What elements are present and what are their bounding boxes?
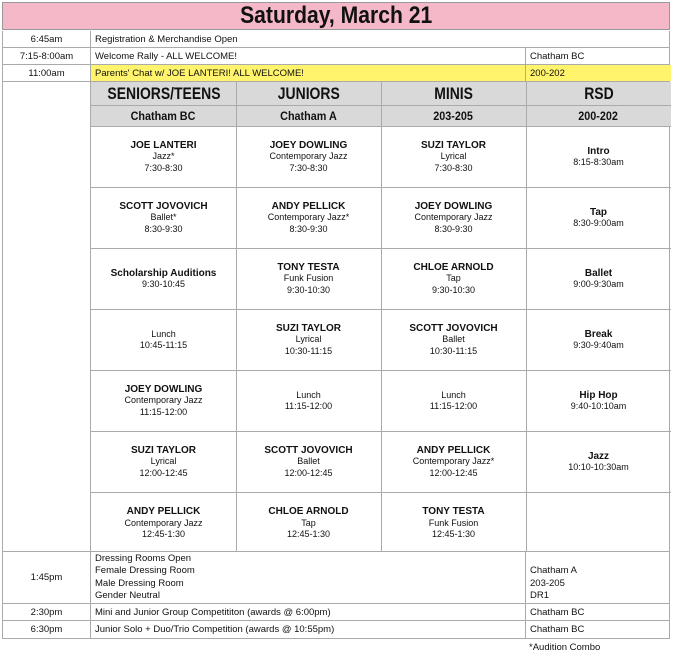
slot-style: Contemporary Jazz bbox=[414, 212, 493, 223]
slot-instructor: Jazz bbox=[587, 450, 610, 462]
column-header bbox=[91, 82, 236, 106]
class-slot bbox=[236, 310, 381, 371]
slot-time: 8:30-9:30 bbox=[144, 223, 183, 234]
slot-style: Tap bbox=[446, 273, 461, 284]
slot-time: 12:45-1:30 bbox=[141, 529, 186, 540]
dressing-location: 203-205 bbox=[530, 577, 565, 589]
room-label: Chatham BC bbox=[131, 109, 196, 123]
column-divider bbox=[236, 82, 237, 551]
slot-time: 9:30-10:45 bbox=[141, 279, 186, 289]
class-slot bbox=[526, 310, 671, 371]
slot-style: Lyrical bbox=[295, 334, 322, 345]
slot-style: Contemporary Jazz bbox=[124, 517, 203, 528]
dressing-line: Male Dressing Room bbox=[95, 577, 184, 589]
class-slot bbox=[236, 188, 381, 249]
dressing-line: Dressing Rooms Open bbox=[95, 552, 192, 564]
slot-time: 10:10-10:30am bbox=[568, 462, 629, 472]
column-divider bbox=[526, 82, 527, 551]
class-slot bbox=[91, 188, 236, 249]
slot-time: 12:45-1:30 bbox=[431, 529, 476, 540]
time-cell: 1:45pm bbox=[3, 552, 91, 603]
slot-time: 9:00-9:30am bbox=[573, 279, 624, 289]
location-cell: 200-202 bbox=[526, 65, 671, 81]
slot-time: 10:30-11:15 bbox=[429, 345, 478, 356]
slot-instructor: Scholarship Auditions bbox=[110, 267, 217, 279]
slot-style: Lyrical bbox=[440, 151, 467, 162]
slot-style: Contemporary Jazz bbox=[124, 395, 203, 406]
schedule-row-solo-competition bbox=[2, 621, 670, 639]
grid-time-column bbox=[3, 82, 91, 551]
class-slot bbox=[236, 371, 381, 432]
class-grid bbox=[2, 82, 670, 552]
slot-time: 12:00-12:45 bbox=[429, 467, 478, 478]
room-label: 203-205 bbox=[433, 109, 474, 123]
class-slot bbox=[526, 127, 671, 188]
time-cell: 6:45am bbox=[3, 31, 91, 47]
time-cell: 6:30pm bbox=[3, 621, 91, 638]
event-cell: Registration & Merchandise Open bbox=[95, 33, 238, 45]
slot-time: 8:30-9:00am bbox=[573, 218, 624, 228]
grid-column-minis bbox=[381, 82, 526, 551]
footnote: *Audition Combo bbox=[529, 642, 601, 653]
class-slot bbox=[381, 493, 526, 554]
schedule-row-welcome-rally bbox=[2, 48, 670, 65]
time-cell: 7:15-8:00am bbox=[3, 48, 91, 64]
slot-instructor: SCOTT JOVOVICH bbox=[264, 444, 353, 456]
class-slot bbox=[526, 432, 671, 493]
column-header bbox=[381, 82, 526, 106]
room-label: Chatham A bbox=[280, 109, 337, 123]
dressing-location bbox=[530, 553, 533, 566]
slot-instructor: Hip Hop bbox=[579, 389, 618, 401]
column-name: JUNIORS bbox=[277, 83, 340, 103]
class-slot bbox=[91, 493, 236, 554]
class-slot bbox=[526, 371, 671, 432]
column-name: SENIORS/TEENS bbox=[106, 83, 221, 103]
event-cell bbox=[91, 552, 526, 603]
slot-time: 7:30-8:30 bbox=[289, 162, 328, 173]
slot-instructor: TONY TESTA bbox=[277, 261, 340, 273]
slot-instructor: Tap bbox=[589, 206, 608, 218]
class-slot bbox=[381, 432, 526, 493]
class-slot bbox=[526, 188, 671, 249]
grid-column-rsd bbox=[526, 82, 671, 551]
class-slot bbox=[91, 127, 236, 188]
slot-instructor: JOE LANTERI bbox=[130, 139, 197, 151]
slot-instructor: JOEY DOWLING bbox=[269, 139, 348, 151]
slot-instructor: ANDY PELLICK bbox=[126, 506, 201, 518]
time-cell: 11:00am bbox=[3, 65, 91, 81]
column-name: RSD bbox=[583, 83, 614, 103]
slot-instructor: JOEY DOWLING bbox=[414, 200, 493, 212]
class-slot bbox=[236, 249, 381, 310]
class-slot bbox=[236, 493, 381, 554]
slot-instructor: ANDY PELLICK bbox=[271, 200, 346, 212]
dressing-location: DR1 bbox=[530, 590, 550, 601]
schedule-row-dressing-rooms bbox=[2, 552, 670, 604]
class-slot bbox=[381, 127, 526, 188]
class-slot bbox=[526, 249, 671, 310]
event-cell: Welcome Rally - ALL WELCOME! bbox=[91, 48, 526, 64]
column-divider bbox=[381, 82, 382, 551]
class-slot bbox=[236, 432, 381, 493]
slot-instructor: JOEY DOWLING bbox=[124, 383, 203, 395]
slot-instructor: Ballet bbox=[584, 267, 613, 279]
event-cell: Parents' Chat w/ JOE LANTERI! ALL WELCOME! bbox=[91, 65, 526, 81]
slot-time: 10:30-11:15 bbox=[284, 345, 333, 356]
slot-time: 9:30-10:30 bbox=[286, 284, 331, 295]
slot-instructor: SUZI TAYLOR bbox=[130, 444, 196, 456]
slot-style: Contemporary Jazz* bbox=[267, 212, 350, 223]
class-slot bbox=[526, 493, 671, 554]
slot-style: Ballet bbox=[442, 334, 465, 345]
class-slot bbox=[91, 432, 236, 493]
slot-style: Funk Fusion bbox=[283, 273, 334, 284]
location-cell: Chatham BC bbox=[530, 50, 585, 62]
slot-style: Contemporary Jazz* bbox=[412, 456, 495, 467]
slot-instructor: SUZI TAYLOR bbox=[420, 139, 486, 151]
slot-style: Jazz* bbox=[152, 151, 175, 162]
class-slot bbox=[381, 249, 526, 310]
slot-style: Ballet* bbox=[150, 212, 177, 223]
slot-style: Tap bbox=[301, 517, 316, 528]
grid-column-seniors-teens bbox=[91, 82, 236, 551]
slot-instructor: ANDY PELLICK bbox=[416, 444, 491, 456]
slot-time: 8:30-9:30 bbox=[289, 223, 328, 234]
slot-style: Ballet bbox=[297, 456, 320, 467]
slot-instructor: SCOTT JOVOVICH bbox=[409, 322, 498, 334]
location-cell: Chatham BC bbox=[530, 624, 585, 635]
class-slot bbox=[381, 310, 526, 371]
class-slot bbox=[381, 188, 526, 249]
column-header bbox=[236, 82, 381, 106]
slot-style: Contemporary Jazz bbox=[269, 151, 348, 162]
column-room bbox=[91, 106, 236, 127]
slot-instructor: Intro bbox=[587, 145, 610, 157]
schedule-row-registration bbox=[2, 31, 670, 48]
class-slot bbox=[91, 249, 236, 310]
column-room bbox=[236, 106, 381, 127]
slot-style: Lunch bbox=[296, 389, 321, 400]
slot-instructor: SUZI TAYLOR bbox=[275, 322, 341, 334]
slot-instructor: SCOTT JOVOVICH bbox=[119, 200, 208, 212]
slot-instructor: TONY TESTA bbox=[422, 506, 485, 518]
slot-time: 12:45-1:30 bbox=[286, 529, 331, 540]
time-cell: 2:30pm bbox=[3, 604, 91, 620]
dressing-location: Chatham A bbox=[530, 565, 577, 576]
slot-time: 12:00-12:45 bbox=[284, 467, 333, 478]
dressing-line: Female Dressing Room bbox=[95, 565, 195, 576]
slot-time: 9:30-9:40am bbox=[573, 340, 624, 350]
slot-time: 8:15-8:30am bbox=[573, 157, 624, 167]
slot-style: Lyrical bbox=[150, 456, 177, 467]
slot-time: 11:15-12:00 bbox=[284, 401, 333, 411]
slot-time: 9:40-10:10am bbox=[570, 401, 627, 411]
class-slot bbox=[91, 371, 236, 432]
class-slot bbox=[381, 371, 526, 432]
column-room bbox=[526, 106, 671, 127]
column-room bbox=[381, 106, 526, 127]
schedule-row-group-competition bbox=[2, 604, 670, 621]
slot-time: 11:15-12:00 bbox=[429, 401, 478, 411]
event-cell: Junior Solo + Duo/Trio Competition (awards @ 10:55pm) bbox=[91, 621, 526, 638]
event-cell: Mini and Junior Group Competititon (awards @ 6:00pm) bbox=[91, 604, 526, 620]
slot-time: 7:30-8:30 bbox=[434, 162, 473, 173]
slot-instructor: CHLOE ARNOLD bbox=[413, 261, 494, 273]
page-title: Saturday, March 21 bbox=[2, 2, 670, 30]
slot-time: 7:30-8:30 bbox=[144, 162, 183, 173]
slot-style: Funk Fusion bbox=[428, 517, 479, 528]
location-cell bbox=[526, 552, 671, 603]
room-label: 200-202 bbox=[578, 109, 619, 123]
slot-time: 10:45-11:15 bbox=[139, 340, 188, 350]
slot-time: 11:15-12:00 bbox=[139, 406, 188, 417]
grid-column-juniors bbox=[236, 82, 381, 551]
slot-time: 9:30-10:30 bbox=[431, 284, 476, 295]
class-slot bbox=[236, 127, 381, 188]
dressing-line: Gender Neutral bbox=[95, 590, 160, 601]
slot-time: 12:00-12:45 bbox=[139, 467, 188, 478]
column-header bbox=[526, 82, 671, 106]
column-name: MINIS bbox=[434, 83, 473, 103]
class-slot bbox=[91, 310, 236, 371]
slot-style: Lunch bbox=[151, 328, 176, 339]
slot-time: 8:30-9:30 bbox=[434, 223, 473, 234]
schedule-row-parents-chat bbox=[2, 65, 670, 82]
slot-instructor: Break bbox=[584, 328, 613, 340]
slot-style: Lunch bbox=[441, 389, 466, 400]
slot-instructor: CHLOE ARNOLD bbox=[268, 506, 349, 518]
location-cell: Chatham BC bbox=[530, 606, 585, 618]
